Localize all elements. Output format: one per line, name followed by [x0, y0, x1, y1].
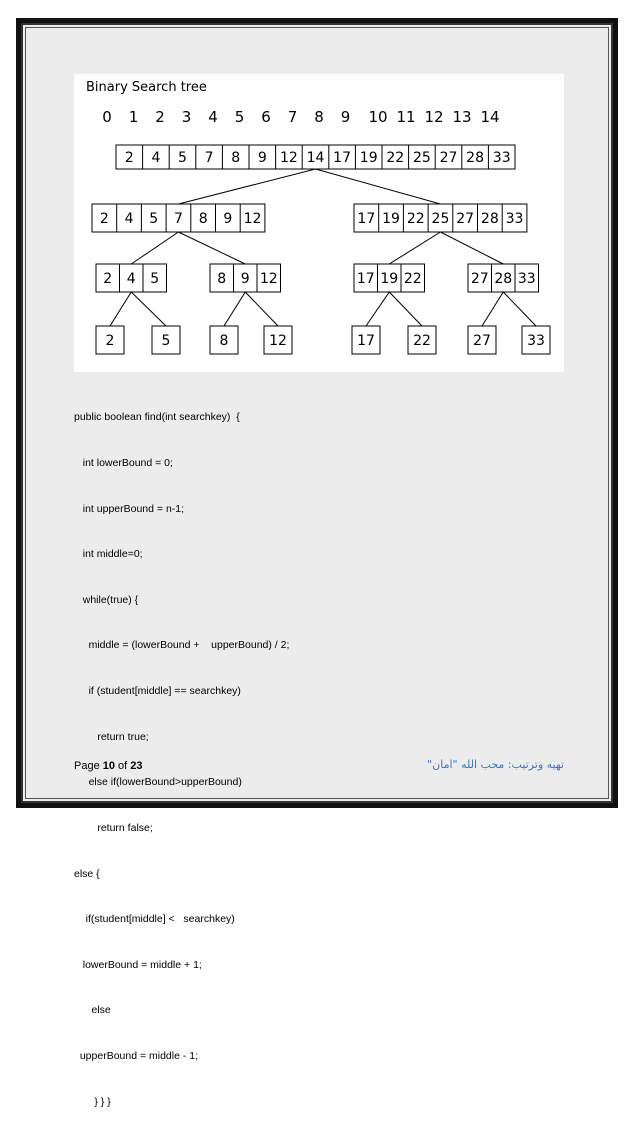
level2-array-value: 12	[259, 271, 278, 287]
tree-edge	[316, 169, 441, 204]
tree-edge	[131, 232, 178, 264]
level1-right-array-value: 19	[382, 211, 400, 227]
level1-right-array-value: 22	[406, 211, 425, 227]
level1-left-array-value: 5	[149, 211, 159, 227]
tree-edge	[503, 292, 536, 326]
leaf-node-value: 5	[161, 333, 171, 349]
level1-right-array-value: 25	[431, 211, 450, 227]
index-label: 10	[368, 108, 388, 126]
level2-array-value: 4	[126, 271, 136, 287]
code-line: return false;	[74, 821, 153, 834]
code-line: else	[74, 1004, 111, 1017]
leaf-node-value: 17	[357, 333, 375, 349]
root-array-value: 8	[231, 150, 241, 166]
root-array-value: 33	[492, 150, 511, 166]
level2-array-value: 33	[517, 271, 536, 287]
tree-edge	[224, 292, 245, 326]
level1-left-array-value: 12	[243, 211, 262, 227]
page-current: 10	[102, 760, 115, 772]
root-array-value: 7	[204, 150, 214, 166]
leaf-node-value: 12	[269, 333, 287, 349]
tree-edge	[245, 292, 278, 326]
binary-search-tree-figure	[74, 74, 564, 372]
leaf-node-value: 8	[219, 333, 229, 349]
level1-left-array-value: 4	[124, 211, 134, 227]
page-of: of	[115, 760, 131, 772]
code-line: int middle=0;	[74, 548, 143, 561]
root-array-value: 17	[333, 150, 352, 166]
tree-edge	[178, 169, 315, 204]
level1-left-array-value: 2	[99, 211, 109, 227]
tree-edge	[482, 292, 503, 326]
index-label: 1	[128, 108, 139, 126]
level1-left-array-value: 8	[198, 211, 208, 227]
code-line: if(student[middle] < searchkey)	[74, 913, 235, 926]
leaf-node-value: 27	[473, 333, 491, 349]
code-line: return true;	[74, 730, 149, 743]
level2-array-value: 27	[470, 271, 489, 287]
tree-title: Binary Search tree	[86, 80, 207, 95]
tree-edge	[178, 232, 245, 264]
code-line: while(true) {	[74, 593, 139, 606]
index-label: 0	[102, 108, 112, 126]
tree-edge	[110, 292, 131, 326]
tree-edge	[366, 292, 389, 326]
index-label: 12	[424, 108, 444, 126]
level2-array-value: 9	[240, 271, 250, 287]
leaf-node-value: 2	[105, 333, 115, 349]
page-prefix: Page	[74, 760, 103, 772]
code-line: if (student[middle] == searchkey)	[74, 685, 241, 698]
index-label: 8	[314, 108, 324, 126]
root-array-value: 12	[279, 150, 298, 166]
leaf-node-value: 33	[527, 333, 545, 349]
index-label: 13	[452, 108, 472, 126]
root-array-value: 5	[178, 150, 187, 166]
tree-edge	[389, 232, 440, 264]
leaf-node-value: 22	[413, 333, 431, 349]
level1-right-array-value: 28	[480, 211, 499, 227]
level2-array-value: 28	[494, 271, 513, 287]
code-line: else {	[74, 867, 100, 880]
page-number	[74, 760, 143, 772]
index-label: 7	[287, 108, 298, 126]
index-label: 14	[480, 108, 500, 126]
level1-right-array-value: 27	[456, 211, 475, 227]
code-line: lowerBound = middle + 1;	[74, 958, 202, 971]
index-label: 4	[208, 108, 218, 126]
code-line: int upperBound = n-1;	[74, 502, 185, 515]
root-array-value: 25	[412, 150, 431, 166]
index-label: 6	[261, 108, 271, 126]
root-array-value: 14	[306, 150, 325, 166]
index-label: 9	[340, 108, 351, 126]
root-array-value: 9	[257, 150, 267, 166]
root-array-value: 19	[359, 150, 378, 166]
code-line: public boolean find(int searchkey) {	[74, 411, 240, 424]
root-array-value: 22	[386, 150, 405, 166]
code-line: middle = (lowerBound + upperBound) / 2;	[74, 639, 290, 652]
tree-diagram	[74, 74, 564, 372]
level2-array-value: 17	[356, 271, 375, 287]
tree-edge	[389, 292, 422, 326]
level2-array-value: 19	[380, 271, 399, 287]
level2-array-value: 8	[217, 271, 227, 287]
code-line: } } }	[74, 1095, 111, 1108]
tree-edge	[131, 292, 166, 326]
index-label: 11	[396, 108, 416, 126]
level2-array-value: 22	[403, 271, 422, 287]
level1-left-array-value: 7	[173, 211, 183, 227]
author-credit: تهيه وترتيب: محب الله "امان"	[427, 758, 564, 771]
index-label: 3	[181, 108, 192, 126]
index-label: 5	[234, 108, 245, 126]
code-line: upperBound = middle - 1;	[74, 1049, 199, 1062]
code-line: int lowerBound = 0;	[74, 457, 173, 470]
level1-left-array-value: 9	[223, 211, 233, 227]
level2-array-value: 2	[103, 271, 113, 287]
page-total: 23	[130, 760, 143, 772]
root-array-value: 28	[466, 150, 485, 166]
root-array-value: 2	[124, 150, 134, 166]
root-array-value: 4	[151, 150, 161, 166]
level1-right-array-value: 17	[357, 211, 376, 227]
tree-edge	[440, 232, 503, 264]
level1-right-array-value: 33	[505, 211, 524, 227]
root-array-value: 27	[439, 150, 458, 166]
level2-array-value: 5	[150, 271, 160, 287]
code-line: else if(lowerBound>upperBound)	[74, 776, 242, 789]
code-block	[74, 380, 289, 1125]
index-label: 2	[155, 108, 165, 126]
